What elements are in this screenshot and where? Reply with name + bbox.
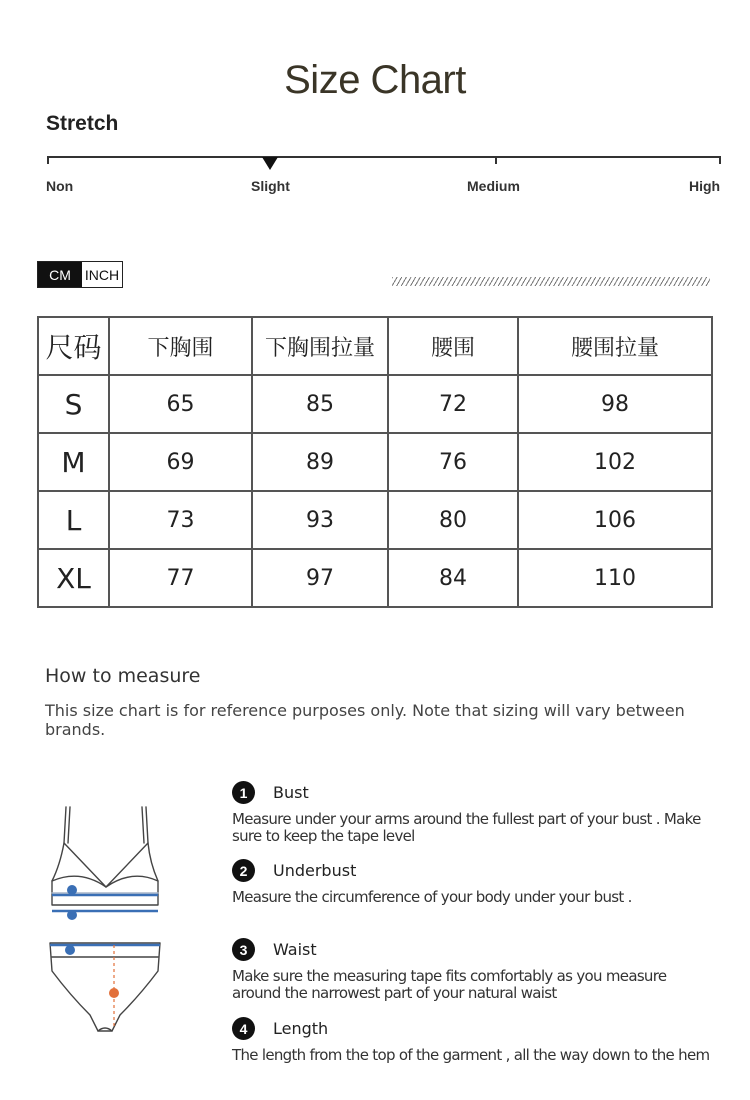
table-cell: 85 bbox=[252, 375, 388, 433]
measure-item-desc: The length from the top of the garment , all the way down to the hem bbox=[232, 1046, 710, 1064]
badge-4-icon bbox=[109, 988, 119, 998]
stretch-level-slight: Slight bbox=[251, 178, 290, 194]
garment-illustration bbox=[40, 795, 170, 1045]
badge-1-icon bbox=[67, 885, 77, 895]
stretch-selected-marker bbox=[262, 157, 278, 170]
table-cell: 98 bbox=[518, 375, 712, 433]
number-badge: 2 bbox=[232, 859, 255, 882]
stretch-tick bbox=[719, 156, 721, 164]
table-cell: 65 bbox=[109, 375, 252, 433]
size-cell: L bbox=[38, 491, 109, 549]
stretch-level-non: Non bbox=[46, 178, 74, 194]
measure-item-desc: Measure under your arms around the fullest part of your bust . Make sure to keep the tape level bbox=[232, 810, 701, 845]
table-cell: 76 bbox=[388, 433, 518, 491]
badge-3-icon bbox=[65, 945, 75, 955]
table-row bbox=[38, 549, 712, 607]
column-header-waist-stretch: 腰围拉量 bbox=[518, 317, 712, 375]
table-row bbox=[38, 375, 712, 433]
column-header-waist: 腰围 bbox=[388, 317, 518, 375]
unit-toggle[interactable] bbox=[37, 261, 123, 288]
stretch-tick bbox=[47, 156, 49, 164]
size-table bbox=[37, 316, 713, 608]
measure-heading: How to measure bbox=[45, 665, 201, 687]
table-cell: 84 bbox=[388, 549, 518, 607]
table-cell: 89 bbox=[252, 433, 388, 491]
badge-2-icon bbox=[67, 910, 77, 920]
table-row bbox=[38, 491, 712, 549]
decorative-hatch bbox=[392, 277, 710, 286]
table-cell: 73 bbox=[109, 491, 252, 549]
measure-item-title: Length bbox=[273, 1019, 329, 1038]
stretch-label: Stretch bbox=[46, 112, 119, 135]
measure-item-desc: Measure the circumference of your body under your bust . bbox=[232, 888, 632, 906]
page-title: Size Chart bbox=[284, 58, 466, 102]
measure-note: This size chart is for reference purposes only. Note that sizing will vary between brands. bbox=[45, 701, 685, 739]
table-cell: 97 bbox=[252, 549, 388, 607]
number-badge: 1 bbox=[232, 781, 255, 804]
table-cell: 69 bbox=[109, 433, 252, 491]
unit-cm-option[interactable]: CM bbox=[38, 262, 82, 287]
table-cell: 77 bbox=[109, 549, 252, 607]
table-cell: 80 bbox=[388, 491, 518, 549]
table-cell: 72 bbox=[388, 375, 518, 433]
stretch-scale-line bbox=[47, 156, 721, 158]
measure-item-title: Waist bbox=[273, 940, 317, 959]
unit-inch-option[interactable]: INCH bbox=[82, 262, 122, 287]
stretch-level-medium: Medium bbox=[467, 178, 520, 194]
number-badge: 3 bbox=[232, 938, 255, 961]
measure-item-title: Underbust bbox=[273, 861, 357, 880]
table-cell: 106 bbox=[518, 491, 712, 549]
measure-item-desc: Make sure the measuring tape fits comfortably as you measure around the narrowest part of your natural waist bbox=[232, 967, 667, 1002]
stretch-tick bbox=[495, 156, 497, 164]
size-cell: M bbox=[38, 433, 109, 491]
size-cell: S bbox=[38, 375, 109, 433]
table-cell: 93 bbox=[252, 491, 388, 549]
stretch-level-high: High bbox=[689, 178, 721, 194]
table-row bbox=[38, 433, 712, 491]
column-header-underbust-stretch: 下胸围拉量 bbox=[252, 317, 388, 375]
column-header-underbust: 下胸围 bbox=[109, 317, 252, 375]
column-header-size: 尺码 bbox=[38, 317, 109, 375]
table-cell: 102 bbox=[518, 433, 712, 491]
measure-item-title: Bust bbox=[273, 783, 309, 802]
table-cell: 110 bbox=[518, 549, 712, 607]
number-badge: 4 bbox=[232, 1017, 255, 1040]
table-header-row bbox=[38, 317, 712, 375]
size-cell: XL bbox=[38, 549, 109, 607]
